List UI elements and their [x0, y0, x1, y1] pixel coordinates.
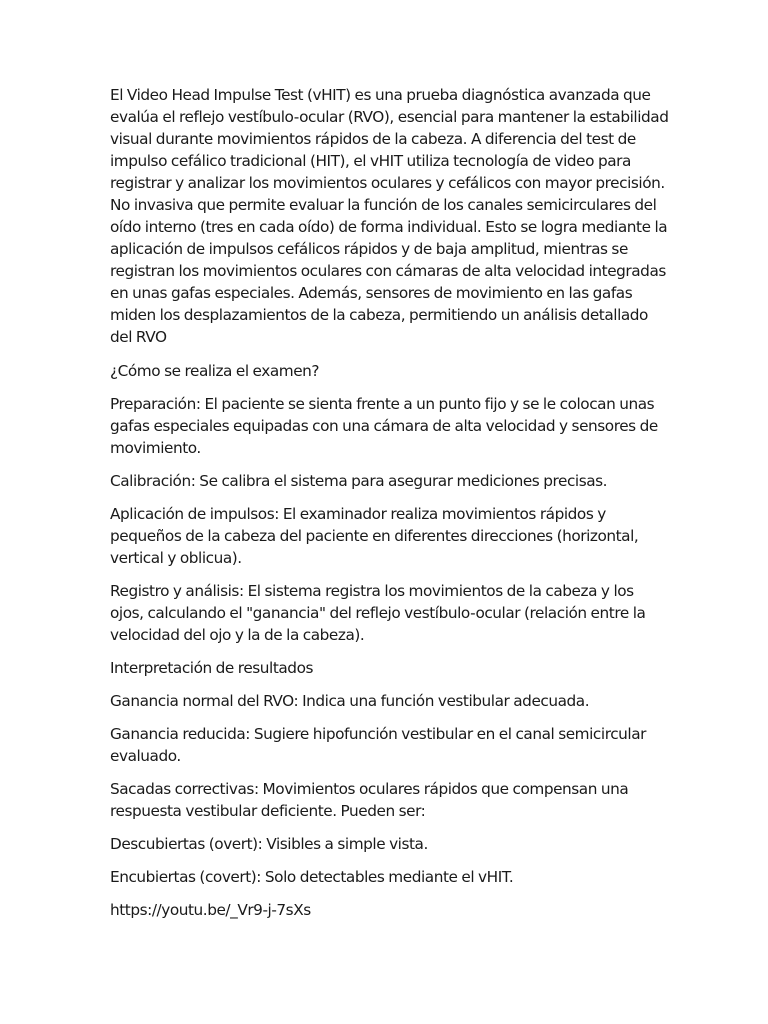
aplicacion-paragraph: Aplicación de impulsos: El examinador realiza movimientos rápidos y pequeños de la cabeza del paciente en diferentes direcciones (horizontal, vertical y oblicua).: [110, 505, 639, 567]
document-page: [110, 84, 670, 932]
encubiertas-paragraph: Encubiertas (covert): Solo detectables mediante el vHIT.: [110, 868, 514, 886]
video-link[interactable]: https://youtu.be/_Vr9-j-7sXs: [110, 901, 311, 919]
descubiertas-paragraph: Descubiertas (overt): Visibles a simple vista.: [110, 835, 428, 853]
preparacion-paragraph: Preparación: El paciente se sienta frente a un punto fijo y se le colocan unas gafas especiales equipadas con una cámara de alta velocidad y sensores de movimiento.: [110, 395, 658, 457]
how-heading: ¿Cómo se realiza el examen?: [110, 362, 320, 380]
ganancia-normal-paragraph: Ganancia normal del RVO: Indica una función vestibular adecuada.: [110, 692, 590, 710]
calibracion-paragraph: Calibración: Se calibra el sistema para asegurar mediciones precisas.: [110, 472, 608, 490]
interpretacion-heading: Interpretación de resultados: [110, 659, 313, 677]
ganancia-reducida-paragraph: Ganancia reducida: Sugiere hipofunción vestibular en el canal semicircular evaluado.: [110, 725, 646, 765]
sacadas-paragraph: Sacadas correctivas: Movimientos oculares rápidos que compensan una respuesta vestibular deficiente. Pueden ser:: [110, 780, 629, 820]
intro-paragraph: El Video Head Impulse Test (vHIT) es una prueba diagnóstica avanzada que evalúa el reflejo vestíbulo-ocular (RVO), esencial para mantener la estabilidad visual durante movimientos rápidos de la cabeza. A diferencia del test de impulso cefálico tradicional (HIT), el vHIT utiliza tecnología de video para registrar y analizar los movimientos oculares y cefálicos con mayor precisión. No invasiva que permite evaluar la función de los canales semicirculares del oído interno (tres en cada oído) de forma individual. Esto se logra mediante la aplicación de impulsos cefálicos rápidos y de baja amplitud, mientras se registran los movimientos oculares con cámaras de alta velocidad integradas en unas gafas especiales. Además, sensores de movimiento en las gafas miden los desplazamientos de la cabeza, permitiendo un análisis detallado del RVO: [110, 86, 669, 346]
registro-paragraph: Registro y análisis: El sistema registra los movimientos de la cabeza y los ojos, calculando el "ganancia" del reflejo vestíbulo-ocular (relación entre la velocidad del ojo y la de la cabeza).: [110, 582, 646, 644]
